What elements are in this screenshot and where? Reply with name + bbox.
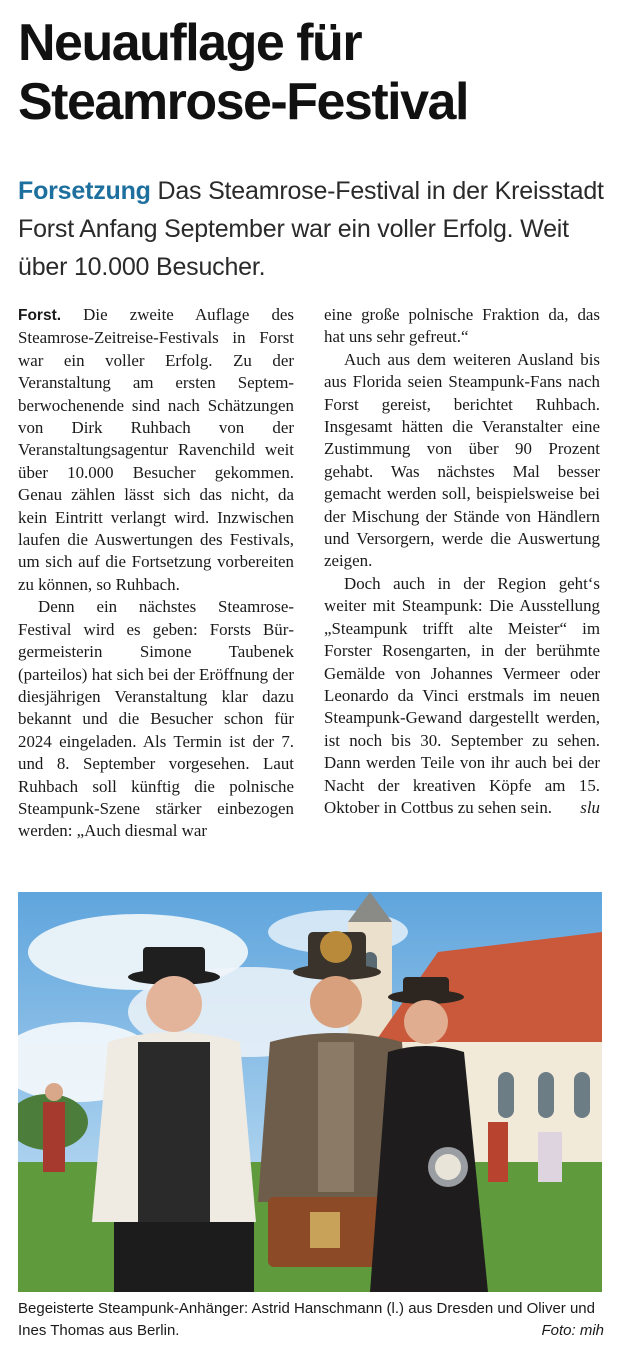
paragraph-4-text: Doch auch in der Region geht‘s weiter mit Steampunk: Die Ausstellung „Steampunk trifft alte Meister“ im Forster Rosengarten, in der berühmte Gemälde von Johannes Vermeer oder Leonardo da Vinci erstmals im neuen Steampunk-Gewand dargestellt werden, ist noch bis 30. September zu sehen. Dann werden Teile von ihr auch bei der Nacht der kreativen Köpfe am 15. Oktober in Cottbus zu sehen sein.: [324, 573, 600, 817]
paragraph-1: [18, 304, 294, 596]
vest-left: [138, 1042, 210, 1222]
article-column-left: [18, 304, 294, 843]
background-visitor: [538, 1132, 562, 1182]
teaser-text: Das Steamrose-Festival in der Kreisstadt Forst Anfang September war ein voller Erfolg. Weit über 10.000 Besucher.: [18, 177, 604, 281]
suitcase-picture-frame: [310, 1212, 340, 1248]
steampunk-fans-photo: [18, 892, 602, 1292]
headline-line-1: Neuauflage für: [18, 14, 362, 72]
author-initials: slu: [580, 797, 600, 817]
hat-clock: [320, 931, 352, 963]
paragraph-2-continued: eine große polnische Fraktion da, das hat uns sehr gefreut.“: [324, 305, 600, 347]
face-left: [146, 976, 202, 1032]
skirt-left: [114, 1222, 254, 1292]
church-window: [574, 1072, 590, 1118]
photo-credit: Foto: mih: [541, 1322, 604, 1339]
dateline: Forst.: [18, 307, 62, 324]
article-photo: [18, 892, 602, 1292]
vest-center: [318, 1042, 354, 1192]
paragraph-1-text: Die zweite Auflage des Steamrose-Zeitreise-Festivals in Forst war ein voller Erfolg. Zu der Veranstaltung am ersten Septemberwochenende sind nach Schätzungen von Dirk Ruhbach von der Veranstaltungsagentur Ravenchild weit über 10.000 Besucher gekommen. Genau zählen lässt sich das nicht, da kein Eintritt verlangt wird. Inzwischen laufen die Auswertungen des Festivals, um sich auf die Fortsetzung vorbereiten zu können, so Ruhbach.: [18, 305, 294, 594]
church-window: [498, 1072, 514, 1118]
article-column-right: [324, 304, 600, 819]
face-right: [404, 1000, 448, 1044]
teaser-kicker: Forsetzung: [18, 177, 151, 205]
church-window: [538, 1072, 554, 1118]
background-visitor: [488, 1122, 508, 1182]
headline: [18, 14, 618, 132]
background-visitor-head: [45, 1083, 63, 1101]
background-visitor: [43, 1102, 65, 1172]
headline-line-2: Steamrose-Festival: [18, 73, 468, 131]
teaser: [18, 172, 618, 286]
photo-caption: [18, 1298, 604, 1342]
paragraph-3: Auch aus dem weiteren Ausland bis aus Florida seien Steampunk-Fans nach Forst gereist, berichtet Ruhbach. Insgesamt hätten die Veranstalter eine Zustimmung von über 90 Prozent gehabt. Was nächstes Mal besser gemacht werden soll, beispielsweise bei der Mischung der Stände von Händlern und Versorgern, werde die Auswertung zeigen.: [324, 349, 600, 571]
caption-text: Begeisterte Steampunk-Anhänger: Astrid Hanschmann (l.) aus Dresden und Oliver und Ines Thomas aus Berlin.: [18, 1300, 595, 1339]
pocket-watch-face: [435, 1154, 461, 1180]
paragraph-4: [324, 573, 600, 819]
paragraph-2: Denn ein nächstes Steamrose-Festival wird es geben: Forsts Bürgermeisterin Simone Taubenek (parteilos) hat sich bei der Eröffnung der diesjährigen Veranstaltung klar dazu bekannt und die Besucher schon für 2024 eingeladen. Als Termin ist der 7. und 8. September vorgesehen. Laut Ruhbach soll künftig die polnische Steampunk-Szene stärker einbezogen werden: „Auch diesmal war: [18, 597, 294, 841]
face-center: [310, 976, 362, 1028]
